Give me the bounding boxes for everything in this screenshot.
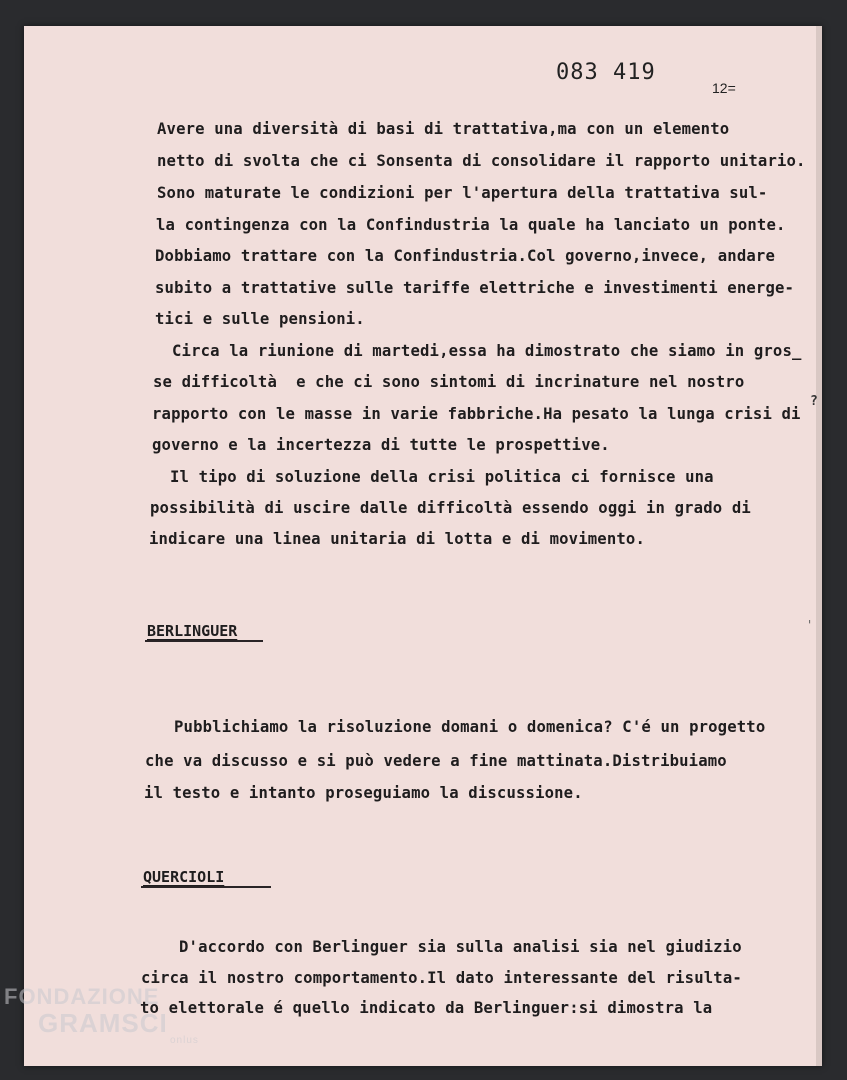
text-line: subito a trattative sulle tariffe elettriche e investimenti energe- [155, 279, 795, 297]
text-line: tici e sulle pensioni. [155, 310, 365, 328]
margin-tick-mark: ' [806, 618, 814, 632]
text-line: indicare una linea unitaria di lotta e di movimento. [149, 530, 645, 548]
text-line: il testo e intanto proseguiamo la discussione. [144, 784, 583, 802]
page-number: 12= [712, 80, 736, 96]
text-line: Il tipo di soluzione della crisi politica ci fornisce una [170, 468, 714, 486]
speaker-underline [145, 640, 263, 642]
text-line: se difficoltà e che ci sono sintomi di incrinature nel nostro [153, 373, 745, 391]
archive-number: 083 419 [556, 60, 656, 85]
watermark-line-3: onlus [170, 1035, 199, 1046]
text-line: Avere una diversità di basi di trattativa,ma con un elemento [157, 120, 730, 138]
text-line: Dobbiamo trattare con la Confindustria.Col governo,invece, andare [155, 247, 775, 265]
text-line: Sono maturate le condizioni per l'apertura della trattativa sul- [157, 184, 768, 202]
watermark-line-1: FONDAZIONE [4, 984, 160, 1009]
text-line: to elettorale é quello indicato da Berlinguer:si dimostra la [140, 999, 713, 1017]
page-edge [816, 26, 822, 1066]
text-line: governo e la incertezza di tutte le prospettive. [152, 436, 610, 454]
speaker-heading: QUERCIOLI [143, 868, 225, 886]
margin-question-mark: ? [810, 394, 818, 409]
text-line: che va discusso e si può vedere a fine mattinata.Distribuiamo [145, 752, 727, 770]
text-line: rapporto con le masse in varie fabbriche.Ha pesato la lunga crisi di [152, 405, 801, 423]
text-line: circa il nostro comportamento.Il dato interessante del risulta- [141, 969, 742, 987]
text-line: Pubblichiamo la risoluzione domani o domenica? C'é un progetto [174, 718, 766, 736]
text-line: la contingenza con la Confindustria la quale ha lanciato un ponte. [156, 216, 786, 234]
speaker-underline [141, 886, 271, 888]
watermark-line-2: GRAMSCI [38, 1008, 168, 1038]
text-line: D'accordo con Berlinguer sia sulla analisi sia nel giudizio [179, 938, 742, 956]
text-line: netto di svolta che ci Sonsenta di consolidare il rapporto unitario. [157, 152, 806, 170]
text-line: Circa la riunione di martedi,essa ha dimostrato che siamo in gros_ [172, 342, 802, 360]
fondazione-gramsci-watermark [0, 984, 199, 1046]
speaker-heading: BERLINGUER [147, 622, 238, 640]
document-page [24, 26, 822, 1066]
text-line: possibilità di uscire dalle difficoltà essendo oggi in grado di [150, 499, 751, 517]
